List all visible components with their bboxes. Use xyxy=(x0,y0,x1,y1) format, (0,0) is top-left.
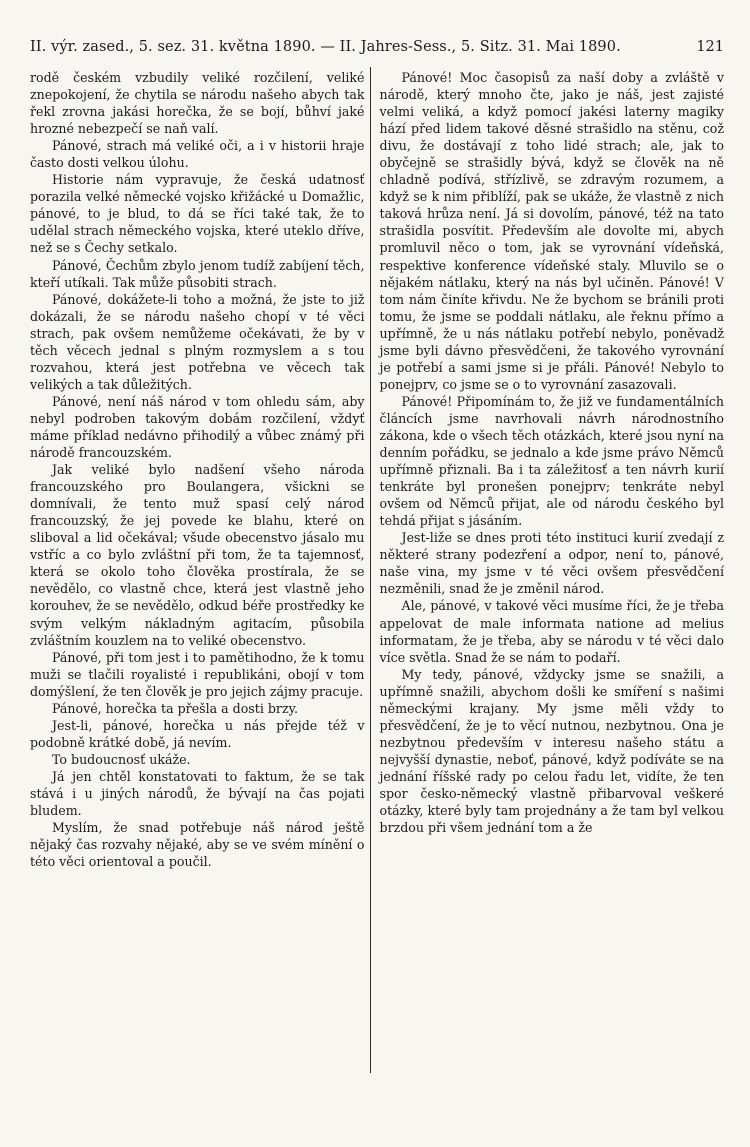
paragraph: Historie nám vypravuje, že česká udatnosť porazila velké německé vojsko křižácké u Domažlic, pánové, to je blud, to dá se říci také tak, že to udělal strach německého vojska, které uteklo dříve, než se s Čechy setkalo. xyxy=(30,172,365,256)
paragraph: Jest-liže se dnes proti této instituci kurií zvedají z některé strany podezření a odpor, není to, pánové, naše vina, my jsme v té věci ovšem přesvědčení nezměnili, snad že je změnil národ. xyxy=(379,530,725,597)
paragraph: Myslím, že snad potřebuje náš národ ještě nějaký čas rozvahy nějaké, aby se ve svém mínění o této věci orientoval a poučil. xyxy=(30,820,365,870)
text-columns xyxy=(30,69,724,1073)
paragraph: rodě českém vzbudily veliké rozčilení, veliké znepokojení, že chytila se národu našeho abych tak řekl zrovna jakási horečka, že se bojí, bůhví jaké hrozné nebezpečí se naň valí. xyxy=(30,70,365,137)
page-header xyxy=(30,38,724,56)
paragraph: Pánové, při tom jest i to pamětihodno, že k tomu muži se tlačili royalisté i republikáni, obojí v tom domýšlení, že ten člověk je pro jejich zájmy pracuje. xyxy=(30,649,365,699)
right-column xyxy=(371,69,725,1073)
paragraph: Pánové! Připomínám to, že již ve fundamentálních článcích jsme navrhovali návrh národnostního zákona, kde o všech těch otázkách, které jsou nyní na denním pořádku, se jednalo a kde jsme právo Němců upřímně přiznali. Ba i ta záležitosť a ten návrh kurií tenkráte byl pronešen ponejprv; tenkráte nebyl ovšem od Němců přijat, ale od národu českého byl tehdá přijat s jásáním. xyxy=(379,393,725,529)
paragraph: Pánové! Moc časopisů za naší doby a zvláště v národě, který mnoho čte, jako je náš, jest zajisté velmi veliká, a když pomocí jakési laterny magiky hází před lidem takové děsné strašidlo na stěnu, což divu, že dostávají z toho lidé strach; ale, jak to obyčejně se strašidly bývá, když se člověk na ně chladně podívá, střízlivě, se zdravým rozumem, a když se k nim přiblíží, pak se ukáže, že vlastně z nich taková hrůza není. Já si dovolím, pánové, též na tato strašidla posvítit. Především ale dovolte mi, abych promluvil něco o tom, jak se vyrovnání vídeňská, respektive konference vídeňské staly. Mluvilo se o nějakém nátlaku, který na nás byl učiněn. Pánové! V tom nám činíte křivdu. Ne že bychom se bránili proti tomu, že jsme se poddali nátlaku, ale řeknu přímo a upřímně, že u nás nátlaku potřebí nebylo, poněvadž jsme byli dávno přesvědčeni, že takového vyrovnání je potřebí a sami jsme si je přáli. Pánové! Nebylo to ponejprv, co jsme se o to vyrovnání zasazovali. xyxy=(379,70,725,392)
paragraph: Pánové, strach má veliké oči, a i v historii hraje často dosti velkou úlohu. xyxy=(30,138,365,171)
left-column xyxy=(30,69,370,1073)
paragraph: Jak veliké bylo nadšení všeho národa francouzského pro Boulangera, všickni se domnívali, že tento muž spasí celý národ francouzský, že jej povede ke blahu, které on sliboval a lid očekával; všude obecenstvo jásalo mu vstříc a co bylo zvláštní při tom, že ta tajemnosť, která se okolo toho člověka prostírala, že se nevědělo, co vlastně chce, která jest vlastně jeho korouhev, že se nevědělo, odkud béře prostředky ke svým velkým nákladným agitacím, působila zvláštním kouzlem na to veliké obecenstvo. xyxy=(30,462,365,648)
paragraph: To budoucnosť ukáže. xyxy=(52,751,191,767)
paragraph: Pánové, dokážete-li toho a možná, že jste to již dokázali, že se národu našeho chopí v té věci strach, pak ovšem nemůžeme očekávati, že by v těch věcech jednal s plným rozmyslem a s tou rozvahou, která jest potřebna ve věcech tak velikých a tak důležitých. xyxy=(30,291,365,392)
page-number: 121 xyxy=(696,39,724,55)
paragraph: Já jen chtěl konstatovati to faktum, že se tak stává i u jiných národů, že bývají na čas pojati bludem. xyxy=(30,768,365,819)
paragraph: Pánové, horečka ta přešla a dosti brzy. xyxy=(52,700,299,716)
paragraph: Pánové, Čechům zbylo jenom tudíž zabíjení těch, kteří utíkali. Tak může působiti strach. xyxy=(30,257,365,290)
paragraph: Pánové, není náš národ v tom ohledu sám, aby nebyl podroben takovým dobám rozčilení, vždyť máme příklad nedávno přihodilý a vůbec známý při národě francouzském. xyxy=(30,393,365,461)
running-head: II. výr. zased., 5. sez. 31. května 1890. — II. Jahres-Sess., 5. Sitz. 31. Mai 1890. xyxy=(30,39,621,55)
paragraph: Jest-li, pánové, horečka u nás přejde též v podobně krátké době, já nevím. xyxy=(30,717,365,750)
paragraph: My tedy, pánové, vždycky jsme se snažili, a upřímně snažili, abychom došli ke smíření s našimi německými krajany. My jsme měli vždy to přesvědčení, že je to věcí nutnou, nezbytnou. Ona je nezbytnou především v interesu našeho státu a nejvyšší dynastie, neboť, pánové, když podíváte se na jednání říšské rady po celou řadu let, vidíte, že ten spor česko-německý vlastně přibarvoval veškeré otázky, které byly tam projednány a že tam byl velkou brzdou při všem jednání tom a že xyxy=(379,666,725,836)
paragraph: Ale, pánové, v takové věci musíme říci, že je třeba appelovat de male informata natione ad melius informatam, že je třeba, aby se národu v té věci dalo více světla. Snad že se nám to podaří. xyxy=(379,598,725,665)
